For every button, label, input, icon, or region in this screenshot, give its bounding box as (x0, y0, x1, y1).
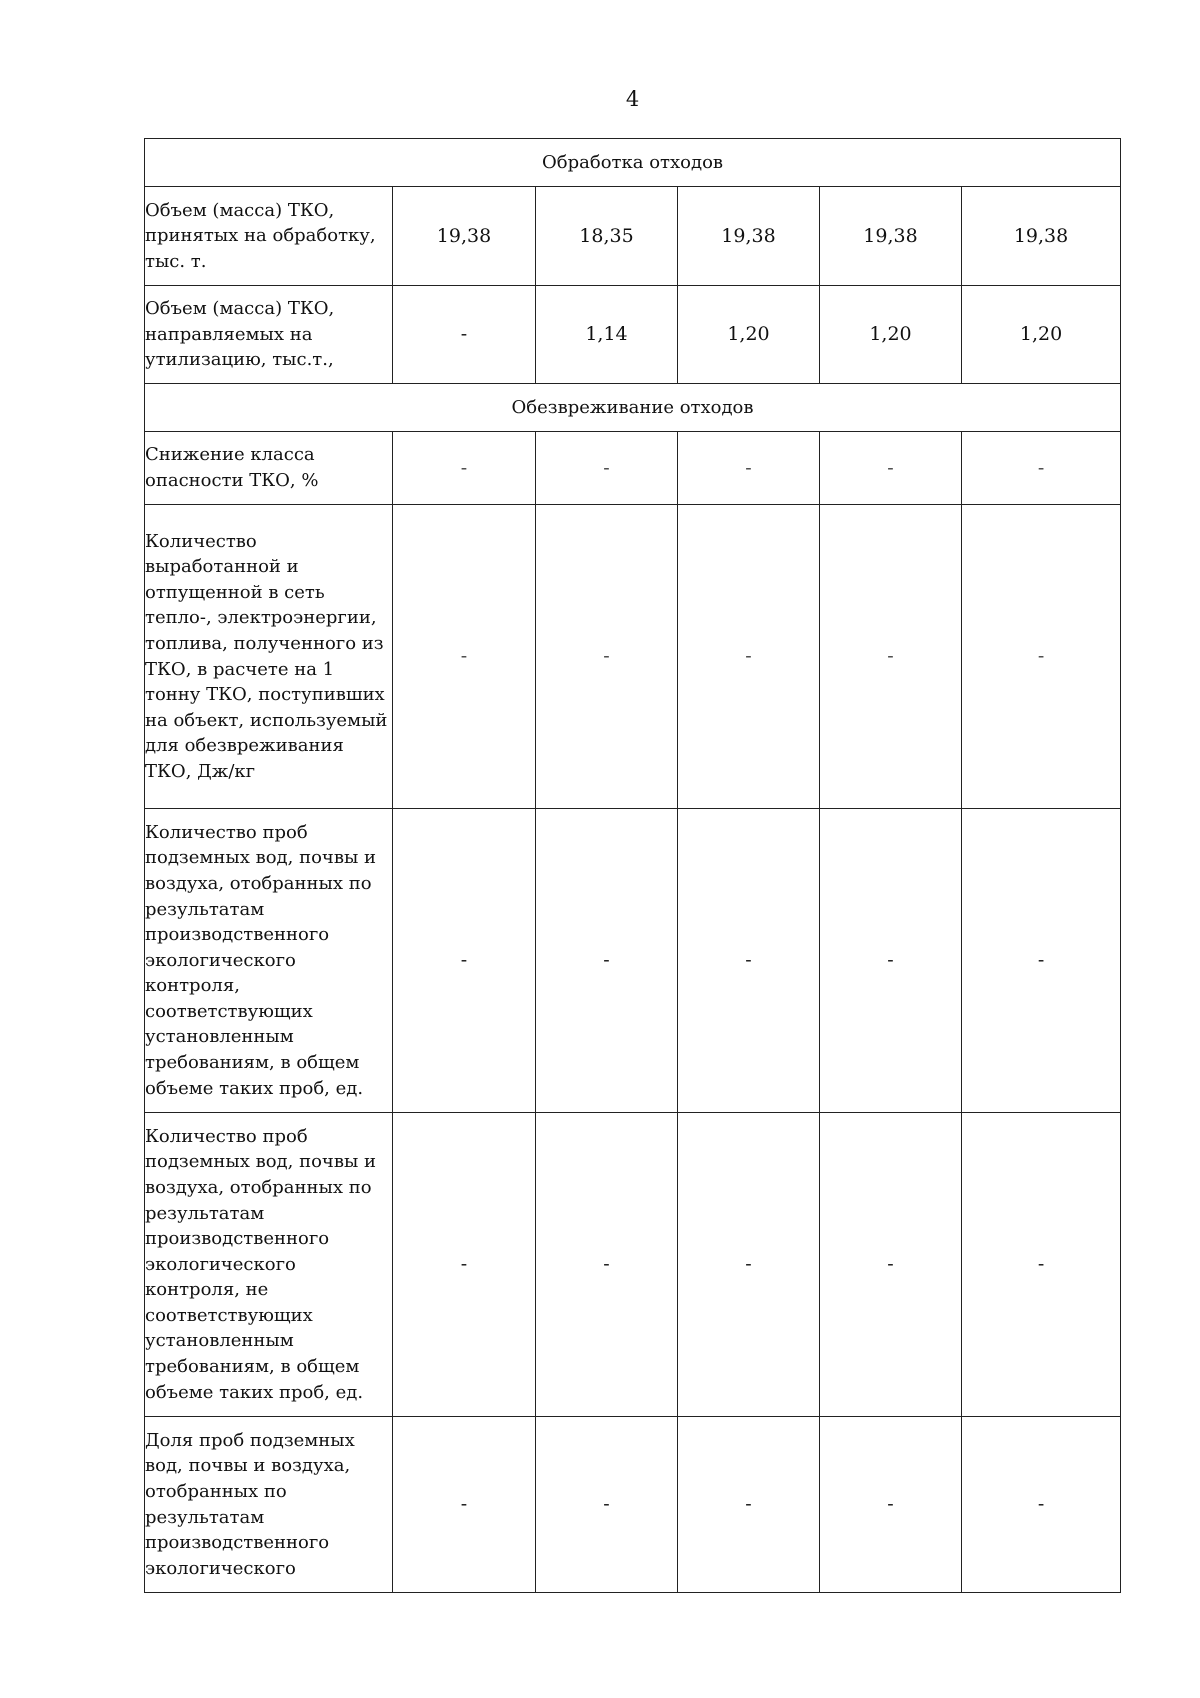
value-cell: - (678, 809, 820, 1113)
value-cell: - (678, 1113, 820, 1417)
value-cell: - (962, 1417, 1121, 1593)
row-label: Объем (масса) ТКО, направляемых на утилизацию, тыс.т., (145, 286, 393, 384)
value-cell: - (393, 1417, 536, 1593)
value-cell: 19,38 (678, 187, 820, 286)
row-label: Доля проб подземных вод, почвы и воздуха, отобранных по результатам производственного экологического (145, 1417, 393, 1593)
row-label: Объем (масса) ТКО, принятых на обработку, тыс. т. (145, 187, 393, 286)
value-cell: - (393, 505, 536, 809)
table-row (145, 1113, 1121, 1417)
value-cell: - (820, 1417, 962, 1593)
table-row (145, 187, 1121, 286)
page-number: 4 (625, 87, 640, 111)
value-cell: 1,14 (536, 286, 678, 384)
value-cell: - (962, 809, 1121, 1113)
value-cell: - (962, 505, 1121, 809)
table-row (145, 1417, 1121, 1593)
value-cell: 1,20 (678, 286, 820, 384)
value-cell: 19,38 (393, 187, 536, 286)
value-cell: - (820, 809, 962, 1113)
value-cell: - (393, 432, 536, 505)
value-cell: - (820, 505, 962, 809)
value-cell: - (536, 809, 678, 1113)
value-cell: - (536, 1417, 678, 1593)
value-cell: - (820, 432, 962, 505)
table-row (145, 505, 1121, 809)
section-header-row (145, 139, 1121, 187)
value-cell: - (393, 286, 536, 384)
value-cell: 19,38 (962, 187, 1121, 286)
row-label: Количество проб подземных вод, почвы и воздуха, отобранных по результатам производственного экологического контроля, соответствующих установленным требованиям, в общем объеме таких проб, ед. (145, 809, 393, 1113)
value-cell: - (678, 505, 820, 809)
row-label: Количество выработанной и отпущенной в сеть тепло-, электроэнергии, топлива, полученного из ТКО, в расчете на 1 тонну ТКО, поступивших на объект, используемый для обезвреживания ТКО, Дж/кг (145, 505, 393, 809)
value-cell: - (393, 809, 536, 1113)
value-cell: - (820, 1113, 962, 1417)
value-cell: 18,35 (536, 187, 678, 286)
section-header-row (145, 384, 1121, 432)
indicators-table (144, 138, 1121, 1593)
section-title-processing: Обработка отходов (145, 139, 1121, 187)
table-row (145, 286, 1121, 384)
value-cell: - (536, 432, 678, 505)
value-cell: - (962, 432, 1121, 505)
value-cell: - (536, 1113, 678, 1417)
value-cell: 1,20 (820, 286, 962, 384)
section-title-neutralization: Обезвреживание отходов (145, 384, 1121, 432)
value-cell: - (536, 505, 678, 809)
value-cell: 19,38 (820, 187, 962, 286)
row-label: Снижение класса опасности ТКО, % (145, 432, 393, 505)
table-row (145, 432, 1121, 505)
value-cell: - (393, 1113, 536, 1417)
row-label: Количество проб подземных вод, почвы и воздуха, отобранных по результатам производственного экологического контроля, не соответствующих установленным требованиям, в общем объеме таких проб, ед. (145, 1113, 393, 1417)
value-cell: 1,20 (962, 286, 1121, 384)
value-cell: - (962, 1113, 1121, 1417)
value-cell: - (678, 432, 820, 505)
value-cell: - (678, 1417, 820, 1593)
table-row (145, 809, 1121, 1113)
